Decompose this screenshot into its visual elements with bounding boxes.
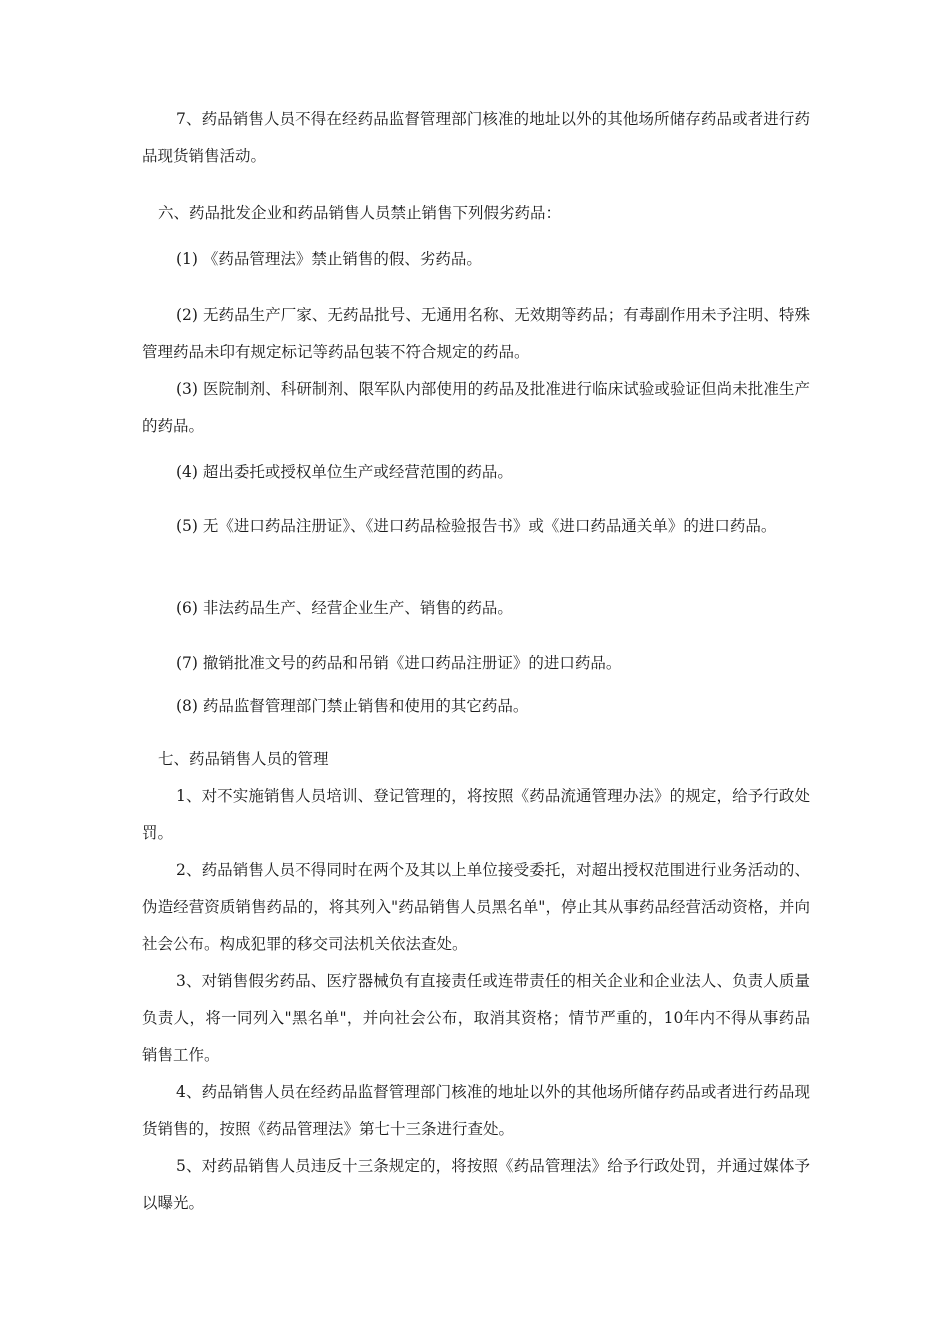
list-item-1: (1) 《药品管理法》禁止销售的假、劣药品。 <box>176 250 482 268</box>
list-item-8: (8) 药品监督管理部门禁止销售和使用的其它药品。 <box>176 697 529 715</box>
management-item-4: 4、药品销售人员在经药品监督管理部门核准的地址以外的其他场所储存药品或者进行药品现货销售的，按照《药品管理法》第七十三条进行查处。 <box>142 1083 810 1138</box>
section-heading-6: 六、药品批发企业和药品销售人员禁止销售下列假劣药品： <box>158 204 562 222</box>
list-item-7: (7) 撤销批准文号的药品和吊销《进口药品注册证》的进口药品。 <box>176 654 622 672</box>
list-item-6: (6) 非法药品生产、经营企业生产、销售的药品。 <box>176 599 513 617</box>
list-item-5: (5) 无《进口药品注册证》、《进口药品检验报告书》或《进口药品通关单》的进口药品。 <box>176 517 777 535</box>
management-item-1: 1、对不实施销售人员培训、登记管理的，将按照《药品流通管理办法》的规定，给予行政处罚。 <box>142 787 810 842</box>
list-item-3: (3) 医院制剂、科研制剂、限军队内部使用的药品及批准进行临床试验或验证但尚未批准生产的药品。 <box>142 380 810 435</box>
paragraph-7: 7、药品销售人员不得在经药品监督管理部门核准的地址以外的其他场所储存药品或者进行药品现货销售活动。 <box>142 110 810 165</box>
management-item-2: 2、药品销售人员不得同时在两个及其以上单位接受委托，对超出授权范围进行业务活动的、伪造经营资质销售药品的，将其列入"药品销售人员黑名单"，停止其从事药品经营活动资格，并向社会公布。构成犯罪的移交司法机关依法查处。 <box>142 861 810 953</box>
list-item-2: (2) 无药品生产厂家、无药品批号、无通用名称、无效期等药品；有毒副作用未予注明、特殊管理药品未印有规定标记等药品包装不符合规定的药品。 <box>142 306 810 361</box>
management-item-5: 5、对药品销售人员违反十三条规定的，将按照《药品管理法》给予行政处罚，并通过媒体予以曝光。 <box>142 1157 810 1212</box>
section-heading-7: 七、药品销售人员的管理 <box>158 750 329 768</box>
management-item-3: 3、对销售假劣药品、医疗器械负有直接责任或连带责任的相关企业和企业法人、负责人质量负责人，将一同列入"黑名单"，并向社会公布，取消其资格；情节严重的，10年内不得从事药品销售工作。 <box>142 972 810 1064</box>
list-item-4: (4) 超出委托或授权单位生产或经营范围的药品。 <box>176 463 513 481</box>
